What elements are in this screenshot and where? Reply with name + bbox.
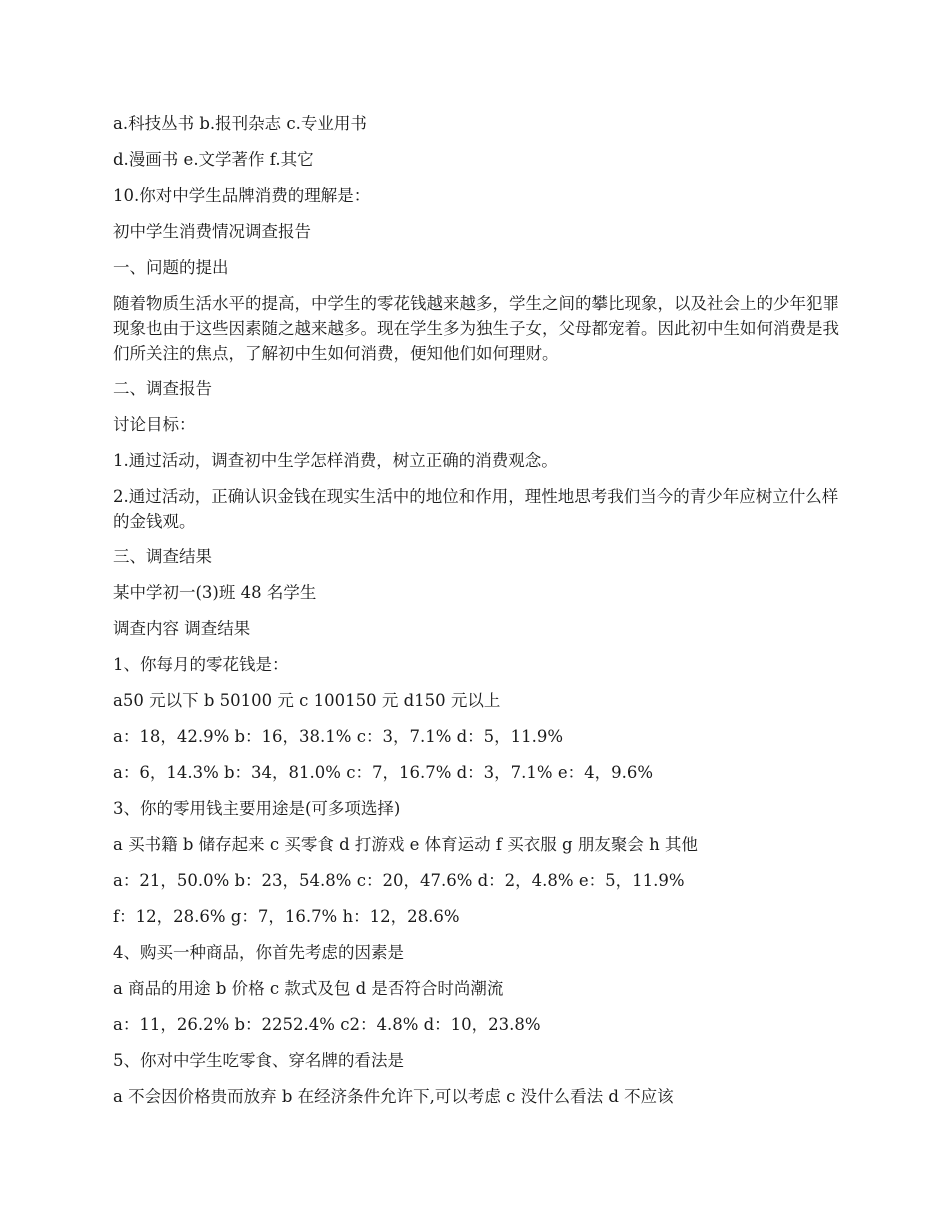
question-5-options: a 不会因价格贵而放弃 b 在经济条件允许下,可以考虑 c 没什么看法 d 不应该 bbox=[113, 1087, 674, 1106]
goal-2: 2.通过活动，正确认识金钱在现实生活中的地位和作用，理性地思考我们当今的青少年应树立什么样的金钱观。 bbox=[113, 487, 839, 531]
section-1-paragraph: 随着物质生活水平的提高，中学生的零花钱越来越多，学生之间的攀比现象，以及社会上的少年犯罪现象也由于这些因素随之越来越多。现在学生多为独生子女，父母都宠着。因此初中生如何消费是我们所关注的焦点，了解初中生如何消费，便知他们如何理财。 bbox=[113, 294, 839, 363]
book-type-options-line-2: d.漫画书 e.文学著作 f.其它 bbox=[113, 150, 314, 169]
question-1: 1、你每月的零花钱是： bbox=[113, 655, 289, 674]
question-5: 5、你对中学生吃零食、穿名牌的看法是 bbox=[113, 1051, 404, 1070]
question-4-results: a：11，26.2% b：2252.4% c2：4.8% d：10，23.8% bbox=[113, 1015, 541, 1034]
discussion-goals-label: 讨论目标： bbox=[113, 415, 196, 434]
book-type-options-line-1: a.科技丛书 b.报刊杂志 c.专业用书 bbox=[113, 114, 367, 133]
report-title: 初中学生消费情况调查报告 bbox=[113, 222, 311, 241]
section-1-heading: 一、问题的提出 bbox=[113, 258, 229, 277]
question-3: 3、你的零用钱主要用途是(可多项选择) bbox=[113, 799, 401, 818]
document-body bbox=[113, 111, 843, 1120]
question-4-options: a 商品的用途 b 价格 c 款式及包 d 是否符合时尚潮流 bbox=[113, 979, 504, 998]
question-1-options: a50 元以下 b 50100 元 c 100150 元 d150 元以上 bbox=[113, 691, 501, 710]
question-3-results-line-1: a：21，50.0% b：23，54.8% c：20，47.6% d：2，4.8% e：5，11.9% bbox=[113, 871, 685, 890]
question-10: 10.你对中学生品牌消费的理解是： bbox=[113, 186, 371, 205]
question-2-results: a：6，14.3% b：34，81.0% c：7，16.7% d：3，7.1% e：4，9.6% bbox=[113, 763, 654, 782]
question-3-options: a 买书籍 b 储存起来 c 买零食 d 打游戏 e 体育运动 f 买衣服 g 朋友聚会 h 其他 bbox=[113, 835, 698, 854]
goal-1: 1.通过活动，调查初中生学怎样消费，树立正确的消费观念。 bbox=[113, 451, 558, 470]
question-1-results: a：18，42.9% b：16，38.1% c：3，7.1% d：5，11.9% bbox=[113, 727, 564, 746]
section-2-heading: 二、调查报告 bbox=[113, 379, 212, 398]
question-4: 4、购买一种商品，你首先考虑的因素是 bbox=[113, 943, 404, 962]
section-3-heading: 三、调查结果 bbox=[113, 547, 212, 566]
survey-columns: 调查内容 调查结果 bbox=[113, 619, 251, 638]
survey-sample: 某中学初一(3)班 48 名学生 bbox=[113, 583, 317, 602]
question-3-results-line-2: f：12，28.6% g：7，16.7% h：12，28.6% bbox=[113, 907, 460, 926]
